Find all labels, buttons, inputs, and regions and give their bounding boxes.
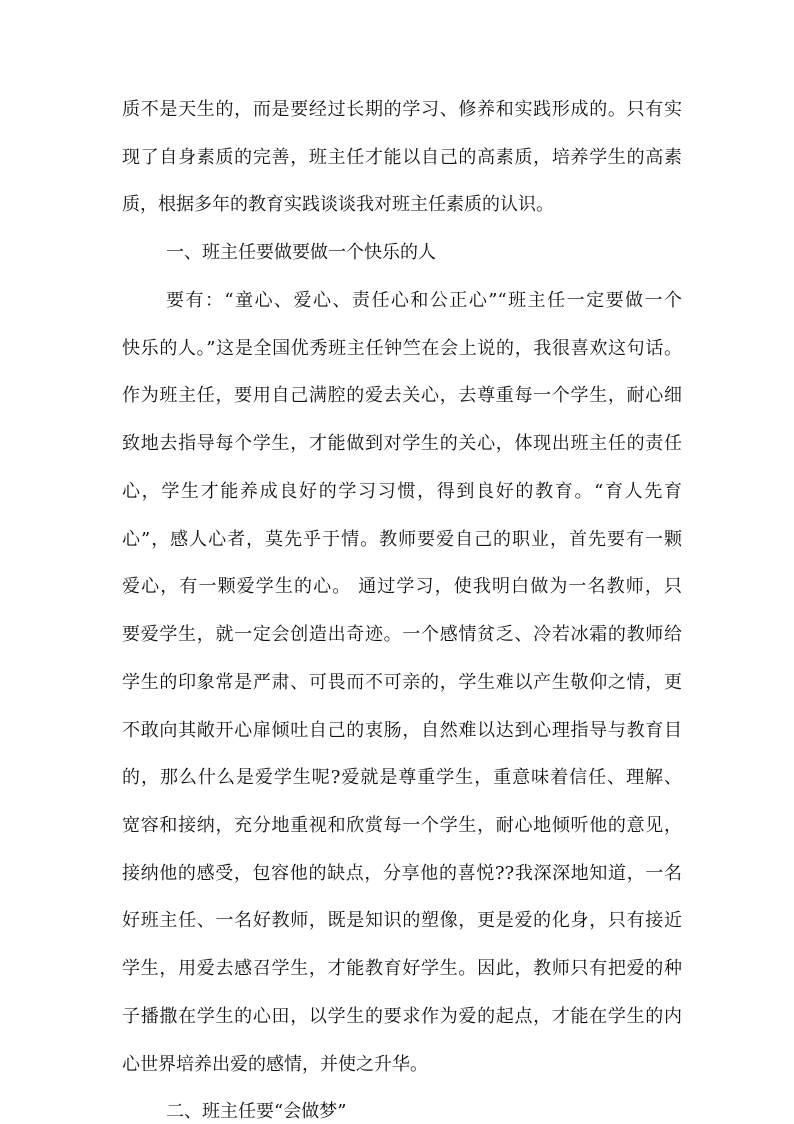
text-line: 心世界培养出爱的感情，并使之升华。 [122, 1054, 428, 1075]
text-line: 快乐的人。”这是全国优秀班主任钟竺在会上说的，我很喜欢这句话。 [122, 338, 682, 359]
text-line: 的，那么什么是爱学生呢?爱就是尊重学生，重意味着信任、理解、 [122, 767, 682, 788]
text-line: 接纳他的感受，包容他的缺点，分享他的喜悦??我深深地知道，一名 [122, 863, 682, 884]
text-line: 现了自身素质的完善，班主任才能以自己的高素质，培养学生的高素 [122, 147, 682, 168]
text-line: 宽容和接纳，充分地重视和欣赏每一个学生，耐心地倾听他的意见， [122, 815, 682, 836]
text-line: 学生，用爱去感召学生，才能教育好学生。因此，教师只有把爱的种 [122, 958, 682, 979]
text-line: 要爱学生，就一定会创造出奇迹。一个感情贫乏、冷若冰霜的教师给 [122, 624, 682, 645]
text-line: 子播撒在学生的心田，以学生的要求作为爱的起点，才能在学生的内 [122, 1006, 682, 1027]
text-line: 要有：“童心、爱心、责任心和公正心”“班主任一定要做一个 [166, 290, 682, 311]
text-line: 好班主任、一名好教师，既是知识的塑像，更是爱的化身，只有接近 [122, 910, 682, 931]
text-line: 质不是天生的，而是要经过长期的学习、修养和实践形成的。只有实 [122, 99, 682, 120]
section-heading-1: 一、班主任要做要做一个快乐的人 [166, 242, 436, 263]
text-line: 心”，感人心者，莫先乎于情。教师要爱自己的职业，首先要有一颗 [122, 529, 682, 550]
text-line: 学生的印象常是严肃、可畏而不可亲的，学生难以产生敬仰之情，更 [122, 672, 682, 693]
text-line: 爱心，有一颗爱学生的心。 通过学习，使我明白做为一名教师，只 [122, 576, 682, 597]
text-line: 致地去指导每个学生，才能做到对学生的关心，体现出班主任的责任 [122, 433, 682, 454]
text-line: 作为班主任，要用自己满腔的爱去关心，去尊重每一个学生，耐心细 [122, 385, 682, 406]
text-line: 质，根据多年的教育实践谈谈我对班主任素质的认识。 [122, 194, 554, 215]
text-line: 不敢向其敞开心扉倾吐自己的衷肠，自然难以达到心理指导与教育目 [122, 720, 682, 741]
text-line: 心，学生才能养成良好的学习习惯，得到良好的教育。“育人先育 [122, 481, 682, 502]
section-heading-2: 二、班主任要“会做梦” [166, 1101, 347, 1122]
